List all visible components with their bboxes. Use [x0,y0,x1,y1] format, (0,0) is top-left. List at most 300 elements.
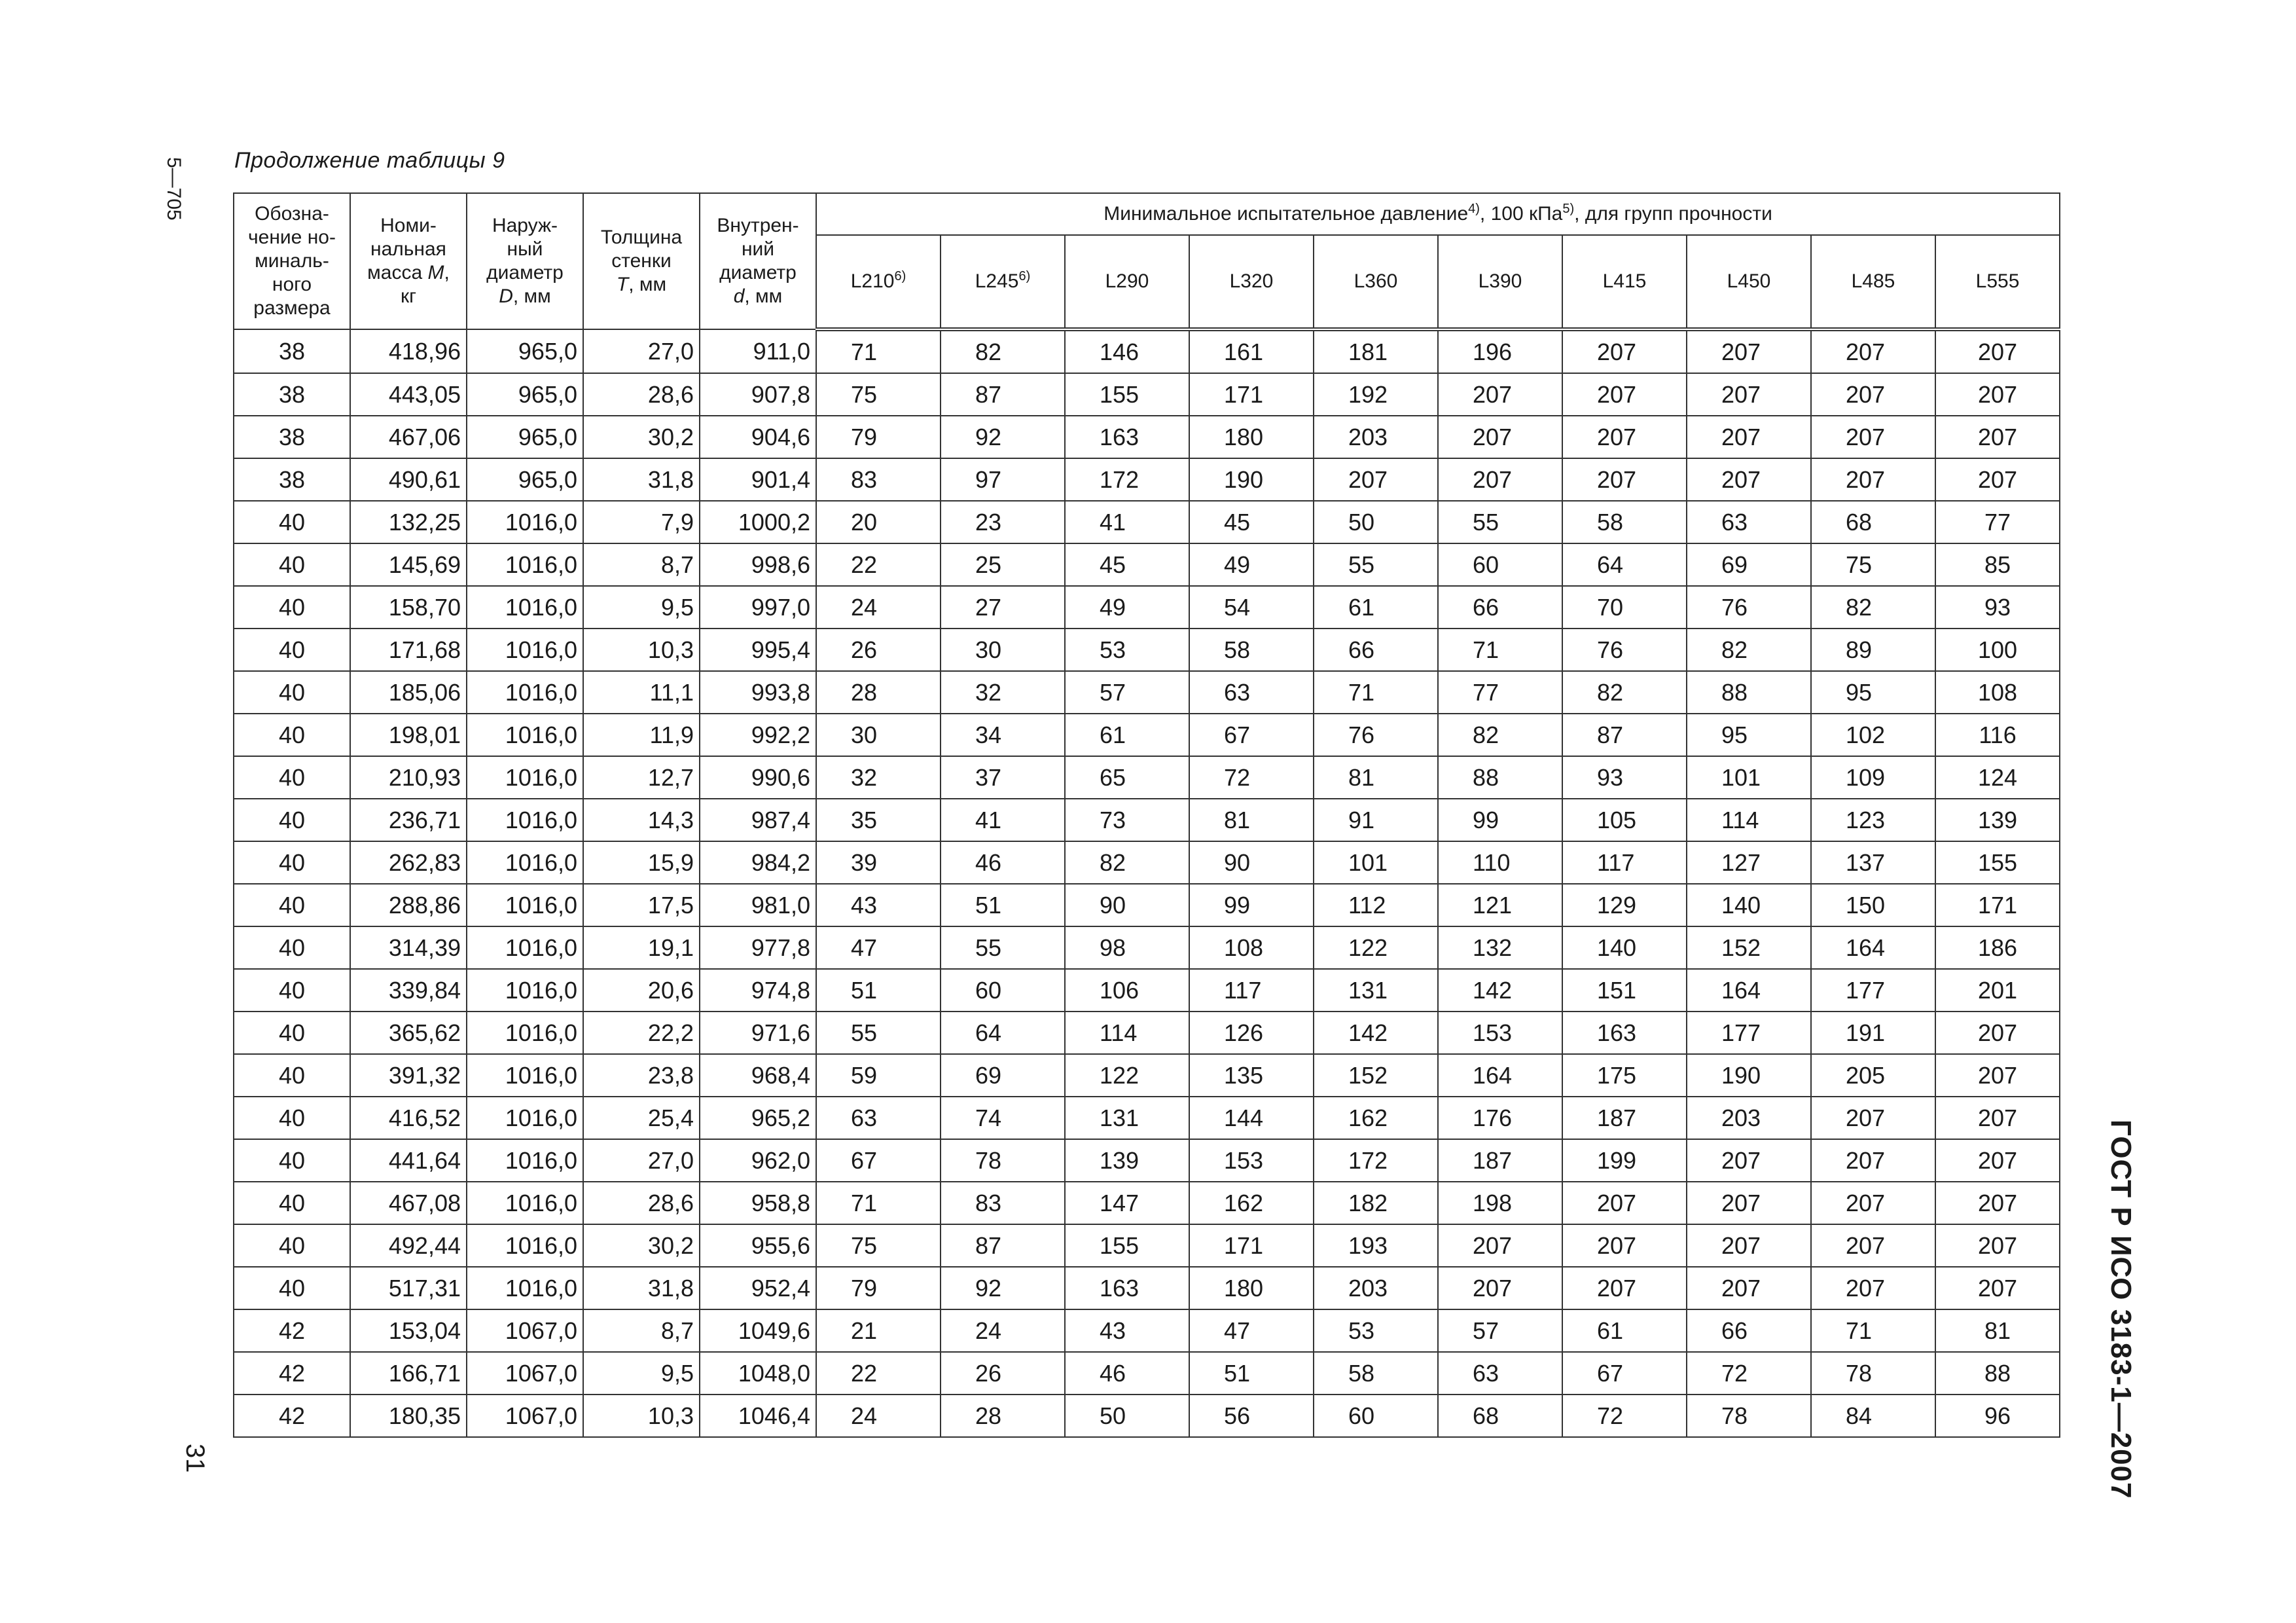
table-cell: 150 [1811,884,1935,926]
table-cell: 28 [941,1395,1065,1437]
table-cell: 66 [1687,1309,1811,1352]
table-row [234,1309,2060,1352]
table-cell: 87 [941,373,1065,416]
table-cell: 314,39 [350,926,467,969]
table-cell: 127 [1687,841,1811,884]
table-cell: 180 [1189,1267,1314,1309]
table-cell: 177 [1687,1012,1811,1054]
table-cell: 1016,0 [467,926,583,969]
table-cell: 26 [816,629,941,671]
table-cell: 163 [1562,1012,1687,1054]
table-cell: 54 [1189,586,1314,629]
table-cell: 490,61 [350,458,467,501]
table-cell: 164 [1438,1054,1562,1097]
table-cell: 31,8 [583,458,700,501]
table-cell: 32 [816,756,941,799]
table-cell: 27,0 [583,329,700,373]
table-cell: 146 [1065,329,1189,373]
table-cell: 58 [1314,1352,1438,1395]
table-cell: 70 [1562,586,1687,629]
table-cell: 124 [1935,756,2060,799]
table-cell: 207 [1811,329,1935,373]
table-cell: 164 [1811,926,1935,969]
table-cell: 10,3 [583,629,700,671]
table-cell: 26 [941,1352,1065,1395]
table-cell: 40 [234,756,350,799]
table-cell: 153 [1438,1012,1562,1054]
table-cell: 22 [816,543,941,586]
table-cell: 82 [1687,629,1811,671]
table-cell: 192 [1314,373,1438,416]
table-cell: 1067,0 [467,1352,583,1395]
table-cell: 1016,0 [467,543,583,586]
table-cell: 40 [234,884,350,926]
table-cell: 46 [1065,1352,1189,1395]
table-cell: 35 [816,799,941,841]
table-row [234,373,2060,416]
table-cell: 1000,2 [700,501,816,543]
header-grade-l555: L555 [1935,235,2060,329]
table-cell: 28,6 [583,373,700,416]
table-cell: 20,6 [583,969,700,1012]
table-cell: 49 [1189,543,1314,586]
table-cell: 965,0 [467,458,583,501]
table-cell: 20 [816,501,941,543]
table-cell: 131 [1314,969,1438,1012]
table-cell: 190 [1687,1054,1811,1097]
table-cell: 207 [1935,458,2060,501]
table-cell: 207 [1935,416,2060,458]
table-cell: 1016,0 [467,841,583,884]
table-cell: 153,04 [350,1309,467,1352]
table-cell: 467,06 [350,416,467,458]
table-cell: 1016,0 [467,1224,583,1267]
table-cell: 952,4 [700,1267,816,1309]
table-cell: 42 [234,1395,350,1437]
table-cell: 977,8 [700,926,816,969]
table-cell: 32 [941,671,1065,714]
table-cell: 79 [816,1267,941,1309]
table-cell: 106 [1065,969,1189,1012]
table-cell: 61 [1314,586,1438,629]
table-cell: 98 [1065,926,1189,969]
table-cell: 58 [1562,501,1687,543]
table-cell: 55 [816,1012,941,1054]
table-cell: 492,44 [350,1224,467,1267]
table-cell: 72 [1687,1352,1811,1395]
table-cell: 82 [1438,714,1562,756]
table-cell: 85 [1935,543,2060,586]
table-row [234,841,2060,884]
table-cell: 57 [1065,671,1189,714]
table-cell: 102 [1811,714,1935,756]
table-cell: 40 [234,926,350,969]
table-cell: 117 [1189,969,1314,1012]
table-cell: 207 [1562,1224,1687,1267]
table-cell: 1016,0 [467,586,583,629]
table-cell: 1016,0 [467,1182,583,1224]
header-designation: Обозна- чение но- миналь- ного размера [234,193,350,329]
table-cell: 83 [941,1182,1065,1224]
header-grade-l450: L450 [1687,235,1811,329]
table-cell: 1016,0 [467,1139,583,1182]
table-cell: 81 [1935,1309,2060,1352]
table-cell: 110 [1438,841,1562,884]
table-cell: 207 [1811,1224,1935,1267]
header-grade-l210: L210$^{6)}$ [816,235,941,329]
table-cell: 41 [1065,501,1189,543]
table-cell: 38 [234,416,350,458]
table-cell: 25,4 [583,1097,700,1139]
table-cell: 84 [1811,1395,1935,1437]
table-cell: 108 [1935,671,2060,714]
table-cell: 40 [234,629,350,671]
table-cell: 962,0 [700,1139,816,1182]
table-cell: 91 [1314,799,1438,841]
table-cell: 40 [234,1224,350,1267]
table-cell: 162 [1189,1182,1314,1224]
table-cell: 145,69 [350,543,467,586]
table-cell: 40 [234,1097,350,1139]
table-cell: 139 [1065,1139,1189,1182]
table-cell: 64 [1562,543,1687,586]
table-cell: 207 [1562,1182,1687,1224]
table-cell: 207 [1811,373,1935,416]
table-cell: 441,64 [350,1139,467,1182]
table-cell: 101 [1314,841,1438,884]
table-cell: 38 [234,329,350,373]
table-row [234,416,2060,458]
table-cell: 180,35 [350,1395,467,1437]
table-cell: 198,01 [350,714,467,756]
table-cell: 99 [1189,884,1314,926]
header-nominal-mass: Номи- нальная масса M, кг [350,193,467,329]
table-cell: 172 [1314,1139,1438,1182]
table-cell: 67 [816,1139,941,1182]
table-cell: 90 [1065,884,1189,926]
table-row [234,1012,2060,1054]
table-cell: 64 [941,1012,1065,1054]
table-row [234,1139,2060,1182]
table-cell: 71 [816,1182,941,1224]
table-cell: 116 [1935,714,2060,756]
table-cell: 74 [941,1097,1065,1139]
table-cell: 76 [1562,629,1687,671]
table-cell: 207 [1687,1267,1811,1309]
table-cell: 205 [1811,1054,1935,1097]
table-row [234,1054,2060,1097]
table-cell: 1016,0 [467,1012,583,1054]
table-cell: 965,0 [467,329,583,373]
table-cell: 163 [1065,1267,1189,1309]
table-cell: 78 [941,1139,1065,1182]
table-cell: 12,7 [583,756,700,799]
table-cell: 105 [1562,799,1687,841]
table-cell: 131 [1065,1097,1189,1139]
table-cell: 67 [1189,714,1314,756]
table-cell: 42 [234,1352,350,1395]
table-row [234,1182,2060,1224]
table-cell: 61 [1065,714,1189,756]
table-cell: 123 [1811,799,1935,841]
header-grade-l390: L390 [1438,235,1562,329]
table-cell: 186 [1935,926,2060,969]
table-cell: 974,8 [700,969,816,1012]
table-cell: 63 [816,1097,941,1139]
table-cell: 40 [234,1267,350,1309]
table-cell: 82 [941,329,1065,373]
table-cell: 365,62 [350,1012,467,1054]
table-cell: 210,93 [350,756,467,799]
table-cell: 39 [816,841,941,884]
table-cell: 45 [1065,543,1189,586]
table-cell: 55 [1438,501,1562,543]
table-cell: 88 [1935,1352,2060,1395]
table-cell: 201 [1935,969,2060,1012]
table-cell: 83 [816,458,941,501]
table-cell: 187 [1562,1097,1687,1139]
table-cell: 117 [1562,841,1687,884]
table-cell: 981,0 [700,884,816,926]
table-cell: 82 [1811,586,1935,629]
table-cell: 992,2 [700,714,816,756]
table-cell: 93 [1562,756,1687,799]
header-inner-diameter: Внутрен- ний диаметр d, мм [700,193,816,329]
table-cell: 207 [1438,458,1562,501]
table-cell: 40 [234,1054,350,1097]
table-cell: 96 [1935,1395,2060,1437]
table-cell: 95 [1811,671,1935,714]
table-cell: 23,8 [583,1054,700,1097]
header-grade-l415: L415 [1562,235,1687,329]
table-cell: 166,71 [350,1352,467,1395]
table-cell: 17,5 [583,884,700,926]
table-cell: 135 [1189,1054,1314,1097]
table-cell: 24 [816,586,941,629]
table-cell: 901,4 [700,458,816,501]
table-cell: 171,68 [350,629,467,671]
table-row [234,969,2060,1012]
table-cell: 207 [1438,373,1562,416]
table-cell: 63 [1189,671,1314,714]
table-cell: 28,6 [583,1182,700,1224]
table-cell: 207 [1935,1012,2060,1054]
table-row [234,756,2060,799]
table-cell: 38 [234,373,350,416]
table-cell: 40 [234,1182,350,1224]
table-cell: 207 [1562,458,1687,501]
table-cell: 161 [1189,329,1314,373]
table-cell: 68 [1438,1395,1562,1437]
table-cell: 77 [1438,671,1562,714]
table-cell: 198 [1438,1182,1562,1224]
table-cell: 132 [1438,926,1562,969]
table-cell: 101 [1687,756,1811,799]
table-cell: 112 [1314,884,1438,926]
table-cell: 391,32 [350,1054,467,1097]
table-cell: 47 [1189,1309,1314,1352]
table-cell: 984,2 [700,841,816,884]
table-cell: 158,70 [350,586,467,629]
table-cell: 1067,0 [467,1395,583,1437]
header-grade-l290: L290 [1065,235,1189,329]
table-cell: 968,4 [700,1054,816,1097]
table-cell: 207 [1935,1267,2060,1309]
table-cell: 1016,0 [467,501,583,543]
table-cell: 67 [1562,1352,1687,1395]
table-cell: 30,2 [583,416,700,458]
table-cell: 43 [1065,1309,1189,1352]
table-cell: 22,2 [583,1012,700,1054]
table-cell: 207 [1314,458,1438,501]
table-cell: 207 [1935,1182,2060,1224]
table-cell: 88 [1687,671,1811,714]
table-row [234,543,2060,586]
table-cell: 40 [234,543,350,586]
table-cell: 207 [1935,1224,2060,1267]
table-cell: 1016,0 [467,629,583,671]
table-row [234,1097,2060,1139]
table-cell: 108 [1189,926,1314,969]
table-cell: 153 [1189,1139,1314,1182]
table-cell: 24 [941,1309,1065,1352]
table-cell: 191 [1811,1012,1935,1054]
table-cell: 965,2 [700,1097,816,1139]
table-cell: 142 [1438,969,1562,1012]
table-cell: 88 [1438,756,1562,799]
table-cell: 137 [1811,841,1935,884]
table-cell: 907,8 [700,373,816,416]
table-cell: 998,6 [700,543,816,586]
table-cell: 81 [1314,756,1438,799]
table-cell: 19,1 [583,926,700,969]
table-cell: 79 [816,416,941,458]
table-cell: 45 [1189,501,1314,543]
table-cell: 236,71 [350,799,467,841]
table-cell: 72 [1189,756,1314,799]
table-cell: 97 [941,458,1065,501]
table-cell: 77 [1935,501,2060,543]
table-cell: 82 [1562,671,1687,714]
table-cell: 75 [816,1224,941,1267]
standard-title: ГОСТ Р ИСО 3183-1—2007 [2105,1120,2137,1499]
table-cell: 971,6 [700,1012,816,1054]
table-cell: 990,6 [700,756,816,799]
table-cell: 155 [1065,373,1189,416]
table-cell: 176 [1438,1097,1562,1139]
table-cell: 49 [1065,586,1189,629]
table-row [234,1224,2060,1267]
table-cell: 207 [1935,329,2060,373]
table-cell: 162 [1314,1097,1438,1139]
table-cell: 1016,0 [467,756,583,799]
table-cell: 467,08 [350,1182,467,1224]
table-cell: 140 [1687,884,1811,926]
table-cell: 76 [1687,586,1811,629]
table-cell: 51 [1189,1352,1314,1395]
table-cell: 51 [941,884,1065,926]
table-row [234,501,2060,543]
table-cell: 109 [1811,756,1935,799]
table-cell: 55 [941,926,1065,969]
table-cell: 50 [1065,1395,1189,1437]
table-cell: 196 [1438,329,1562,373]
table-row [234,329,2060,373]
table-cell: 207 [1562,329,1687,373]
table-cell: 139 [1935,799,2060,841]
table-cell: 114 [1065,1012,1189,1054]
table-cell: 8,7 [583,543,700,586]
header-grade-l485: L485 [1811,235,1935,329]
table-cell: 40 [234,841,350,884]
table-cell: 23 [941,501,1065,543]
table-cell: 63 [1687,501,1811,543]
table-cell: 207 [1438,1224,1562,1267]
table-cell: 76 [1314,714,1438,756]
header-min-test-pressure: Минимальное испытательное давление$^{4)}$, 100 кПа$^{5)}$, для групп прочности [816,193,2060,235]
table-cell: 142 [1314,1012,1438,1054]
table-cell: 95 [1687,714,1811,756]
table-cell: 46 [941,841,1065,884]
table-cell: 41 [941,799,1065,841]
table-cell: 958,8 [700,1182,816,1224]
table-cell: 185,06 [350,671,467,714]
table-cell: 47 [816,926,941,969]
table-cell: 60 [1314,1395,1438,1437]
table-cell: 163 [1065,416,1189,458]
table-cell: 193 [1314,1224,1438,1267]
table-cell: 171 [1189,373,1314,416]
table-cell: 147 [1065,1182,1189,1224]
table-cell: 207 [1687,1224,1811,1267]
table-cell: 58 [1189,629,1314,671]
table-cell: 50 [1314,501,1438,543]
table-cell: 155 [1065,1224,1189,1267]
table-cell: 75 [1811,543,1935,586]
pressure-table [233,192,2060,1438]
table-cell: 34 [941,714,1065,756]
table-cell: 71 [1438,629,1562,671]
table-cell: 172 [1065,458,1189,501]
table-cell: 69 [941,1054,1065,1097]
table-cell: 207 [1687,458,1811,501]
table-cell: 40 [234,714,350,756]
table-cell: 7,9 [583,501,700,543]
table-cell: 14,3 [583,799,700,841]
table-row [234,884,2060,926]
table-cell: 171 [1189,1224,1314,1267]
table-cell: 75 [816,373,941,416]
table-cell: 339,84 [350,969,467,1012]
table-cell: 51 [816,969,941,1012]
table-cell: 69 [1687,543,1811,586]
side-code: 5—705 [163,157,185,221]
table-cell: 152 [1314,1054,1438,1097]
table-cell: 1016,0 [467,1267,583,1309]
table-cell: 182 [1314,1182,1438,1224]
table-cell: 100 [1935,629,2060,671]
table-cell: 207 [1811,1182,1935,1224]
table-cell: 90 [1189,841,1314,884]
table-cell: 443,05 [350,373,467,416]
table-cell: 993,8 [700,671,816,714]
table-cell: 995,4 [700,629,816,671]
table-cell: 28 [816,671,941,714]
table-cell: 190 [1189,458,1314,501]
table-cell: 92 [941,1267,1065,1309]
table-cell: 71 [1314,671,1438,714]
table-cell: 78 [1687,1395,1811,1437]
